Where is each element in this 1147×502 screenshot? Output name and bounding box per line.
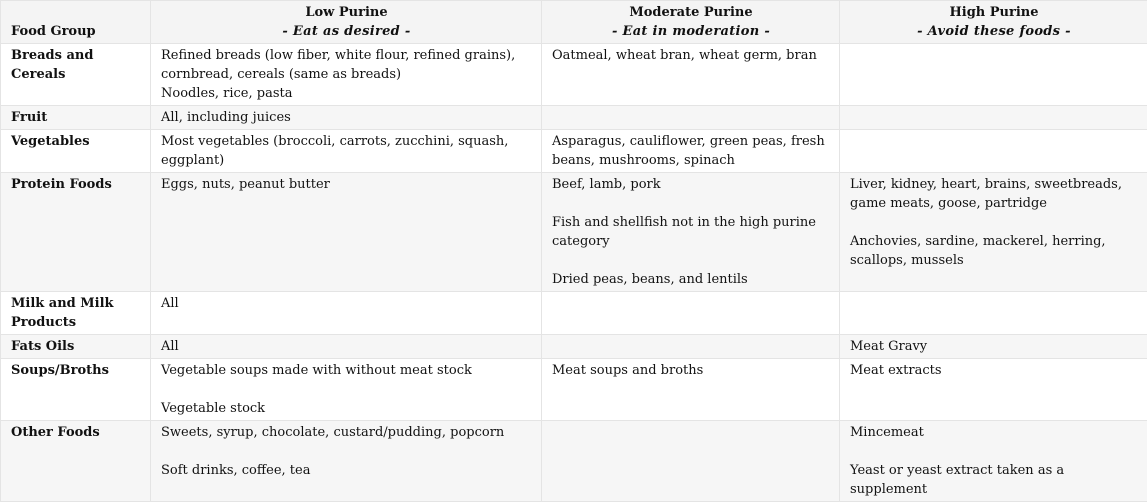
table-row — [1, 130, 1147, 173]
cell-text: Noodles, rice, pasta — [161, 84, 532, 103]
cell-text: All, including juices — [161, 108, 532, 127]
cell-text: Sweets, syrup, chocolate, custard/pudding, popcorn — [161, 423, 532, 442]
low-purine-cell — [151, 173, 542, 292]
table-row — [1, 421, 1147, 502]
food-group-label: Milk and Milk Products — [1, 292, 151, 335]
cell-text: Oatmeal, wheat bran, wheat germ, bran — [552, 46, 830, 65]
cell-text: Meat soups and broths — [552, 361, 830, 380]
low-purine-cell — [151, 44, 542, 106]
moderate-purine-cell — [542, 130, 840, 173]
paragraph-gap — [161, 380, 532, 399]
cell-text: Anchovies, sardine, mackerel, herring, scallops, mussels — [850, 232, 1138, 270]
low-purine-cell — [151, 130, 542, 173]
high-purine-cell — [840, 44, 1147, 106]
cell-text: Yeast or yeast extract taken as a supplement — [850, 461, 1138, 499]
cell-text: Soft drinks, coffee, tea — [161, 461, 532, 480]
header-moderate-subtitle: - Eat in moderation - — [552, 22, 830, 41]
cell-text: Meat Gravy — [850, 337, 1138, 356]
food-group-label: Fats Oils — [1, 335, 151, 359]
header-high-purine — [840, 1, 1147, 44]
cell-text: Refined breads (low fiber, white flour, refined grains), cornbread, cereals (same as breads) — [161, 46, 532, 84]
low-purine-cell — [151, 421, 542, 502]
low-purine-cell — [151, 335, 542, 359]
header-low-subtitle: - Eat as desired - — [161, 22, 532, 41]
cell-text: Eggs, nuts, peanut butter — [161, 175, 532, 194]
moderate-purine-cell — [542, 173, 840, 292]
paragraph-gap — [552, 194, 830, 213]
moderate-purine-cell — [542, 292, 840, 335]
table-row — [1, 106, 1147, 130]
high-purine-cell — [840, 130, 1147, 173]
table-row — [1, 44, 1147, 106]
low-purine-cell — [151, 106, 542, 130]
header-high-title: High Purine — [850, 3, 1138, 22]
moderate-purine-cell — [542, 359, 840, 421]
high-purine-cell — [840, 292, 1147, 335]
cell-text: Asparagus, cauliflower, green peas, fresh beans, mushrooms, spinach — [552, 132, 830, 170]
high-purine-cell — [840, 173, 1147, 292]
paragraph-gap — [850, 442, 1138, 461]
low-purine-cell — [151, 359, 542, 421]
table-row — [1, 359, 1147, 421]
header-high-subtitle: - Avoid these foods - — [850, 22, 1138, 41]
table-body — [1, 44, 1147, 502]
cell-text: Fish and shellfish not in the high purine category — [552, 213, 830, 251]
cell-text: Dried peas, beans, and lentils — [552, 270, 830, 289]
header-row — [1, 1, 1147, 44]
table-row — [1, 173, 1147, 292]
food-group-label: Protein Foods — [1, 173, 151, 292]
header-moderate-purine — [542, 1, 840, 44]
cell-text: Vegetable soups made with without meat stock — [161, 361, 532, 380]
cell-text: Liver, kidney, heart, brains, sweetbreads, game meats, goose, partridge — [850, 175, 1138, 213]
header-food-group: Food Group — [1, 1, 151, 44]
moderate-purine-cell — [542, 44, 840, 106]
cell-text: Meat extracts — [850, 361, 1138, 380]
paragraph-gap — [552, 251, 830, 270]
cell-text: All — [161, 294, 532, 313]
cell-text: Mincemeat — [850, 423, 1138, 442]
high-purine-cell — [840, 359, 1147, 421]
cell-text: All — [161, 337, 532, 356]
food-group-label: Breads and Cereals — [1, 44, 151, 106]
header-moderate-title: Moderate Purine — [552, 3, 830, 22]
cell-text: Beef, lamb, pork — [552, 175, 830, 194]
food-group-label: Other Foods — [1, 421, 151, 502]
paragraph-gap — [161, 442, 532, 461]
moderate-purine-cell — [542, 106, 840, 130]
header-low-title: Low Purine — [161, 3, 532, 22]
cell-text: Vegetable stock — [161, 399, 532, 418]
moderate-purine-cell — [542, 421, 840, 502]
low-purine-cell — [151, 292, 542, 335]
table-row — [1, 292, 1147, 335]
high-purine-cell — [840, 421, 1147, 502]
food-group-label: Soups/Broths — [1, 359, 151, 421]
moderate-purine-cell — [542, 335, 840, 359]
high-purine-cell — [840, 335, 1147, 359]
cell-text: Most vegetables (broccoli, carrots, zucchini, squash, eggplant) — [161, 132, 532, 170]
table-row — [1, 335, 1147, 359]
food-group-label: Vegetables — [1, 130, 151, 173]
food-group-label: Fruit — [1, 106, 151, 130]
paragraph-gap — [850, 213, 1138, 232]
header-low-purine — [151, 1, 542, 44]
high-purine-cell — [840, 106, 1147, 130]
